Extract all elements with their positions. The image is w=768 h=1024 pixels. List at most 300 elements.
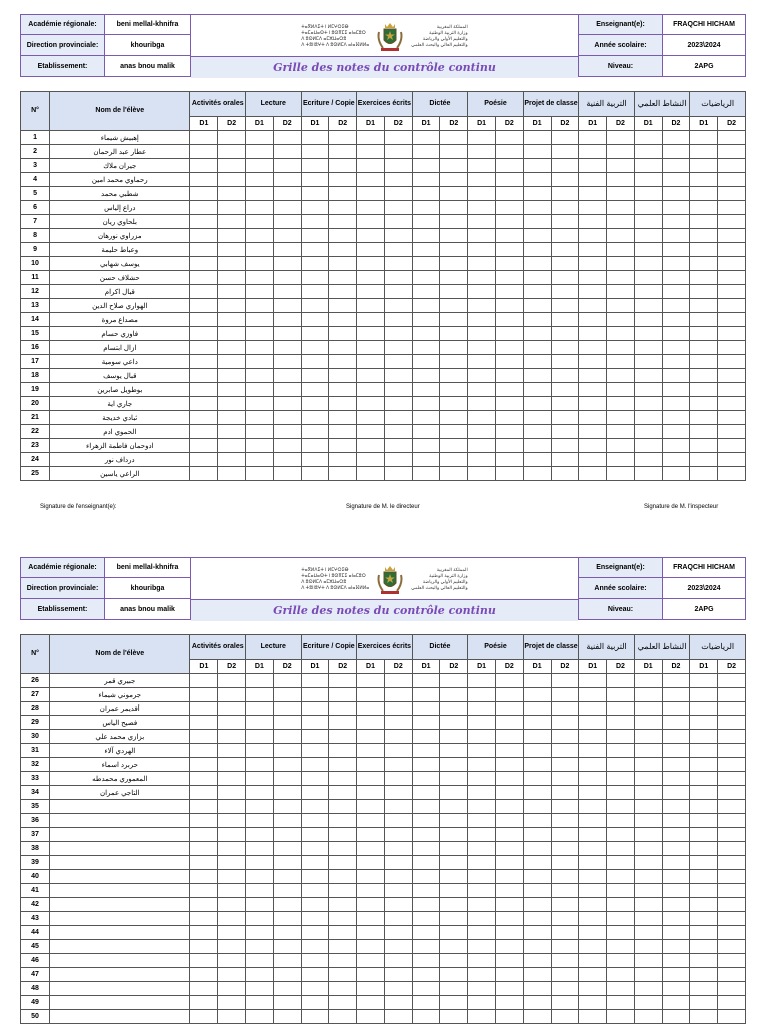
grade-cell[interactable] — [690, 285, 718, 299]
grade-cell[interactable] — [718, 968, 746, 982]
grade-cell[interactable] — [662, 369, 690, 383]
grade-cell[interactable] — [273, 453, 301, 467]
grade-cell[interactable] — [357, 772, 385, 786]
grade-cell[interactable] — [634, 313, 662, 327]
grade-cell[interactable] — [662, 299, 690, 313]
grade-cell[interactable] — [718, 828, 746, 842]
grade-cell[interactable] — [218, 397, 246, 411]
grade-cell[interactable] — [246, 716, 274, 730]
grade-cell[interactable] — [440, 884, 468, 898]
grade-cell[interactable] — [551, 453, 579, 467]
grade-cell[interactable] — [690, 702, 718, 716]
grade-cell[interactable] — [495, 870, 523, 884]
grade-cell[interactable] — [607, 369, 635, 383]
grade-cell[interactable] — [357, 439, 385, 453]
grade-cell[interactable] — [329, 383, 357, 397]
grade-cell[interactable] — [662, 884, 690, 898]
grade-cell[interactable] — [384, 674, 412, 688]
grade-cell[interactable] — [690, 1010, 718, 1024]
grade-cell[interactable] — [218, 954, 246, 968]
grade-cell[interactable] — [246, 187, 274, 201]
grade-cell[interactable] — [523, 814, 551, 828]
grade-cell[interactable] — [440, 702, 468, 716]
grade-cell[interactable] — [412, 145, 440, 159]
grade-cell[interactable] — [579, 744, 607, 758]
grade-cell[interactable] — [440, 285, 468, 299]
grade-cell[interactable] — [495, 926, 523, 940]
grade-cell[interactable] — [579, 1010, 607, 1024]
grade-cell[interactable] — [412, 926, 440, 940]
grade-cell[interactable] — [634, 688, 662, 702]
grade-cell[interactable] — [551, 355, 579, 369]
grade-cell[interactable] — [357, 884, 385, 898]
grade-cell[interactable] — [273, 439, 301, 453]
grade-cell[interactable] — [301, 828, 329, 842]
grade-cell[interactable] — [357, 688, 385, 702]
grade-cell[interactable] — [412, 215, 440, 229]
grade-cell[interactable] — [273, 411, 301, 425]
grade-cell[interactable] — [523, 954, 551, 968]
grade-cell[interactable] — [301, 996, 329, 1010]
grade-cell[interactable] — [329, 842, 357, 856]
grade-cell[interactable] — [357, 201, 385, 215]
grade-cell[interactable] — [551, 215, 579, 229]
grade-cell[interactable] — [384, 912, 412, 926]
grade-cell[interactable] — [301, 870, 329, 884]
grade-cell[interactable] — [468, 744, 496, 758]
grade-cell[interactable] — [634, 369, 662, 383]
grade-cell[interactable] — [607, 842, 635, 856]
grade-cell[interactable] — [468, 814, 496, 828]
grade-cell[interactable] — [357, 814, 385, 828]
grade-cell[interactable] — [523, 397, 551, 411]
grade-cell[interactable] — [718, 688, 746, 702]
grade-cell[interactable] — [662, 229, 690, 243]
grade-cell[interactable] — [440, 968, 468, 982]
grade-cell[interactable] — [551, 842, 579, 856]
grade-cell[interactable] — [495, 131, 523, 145]
grade-cell[interactable] — [246, 772, 274, 786]
grade-cell[interactable] — [190, 439, 218, 453]
grade-cell[interactable] — [718, 341, 746, 355]
grade-cell[interactable] — [301, 814, 329, 828]
grade-cell[interactable] — [190, 688, 218, 702]
grade-cell[interactable] — [190, 299, 218, 313]
grade-cell[interactable] — [218, 355, 246, 369]
grade-cell[interactable] — [523, 688, 551, 702]
grade-cell[interactable] — [690, 243, 718, 257]
grade-cell[interactable] — [440, 159, 468, 173]
grade-cell[interactable] — [329, 341, 357, 355]
grade-cell[interactable] — [551, 201, 579, 215]
grade-cell[interactable] — [551, 898, 579, 912]
grade-cell[interactable] — [301, 145, 329, 159]
grade-cell[interactable] — [384, 299, 412, 313]
grade-cell[interactable] — [468, 285, 496, 299]
grade-cell[interactable] — [246, 243, 274, 257]
grade-cell[interactable] — [357, 912, 385, 926]
grade-cell[interactable] — [495, 243, 523, 257]
grade-cell[interactable] — [579, 982, 607, 996]
grade-cell[interactable] — [551, 299, 579, 313]
grade-cell[interactable] — [468, 383, 496, 397]
grade-cell[interactable] — [495, 271, 523, 285]
grade-cell[interactable] — [246, 173, 274, 187]
grade-cell[interactable] — [662, 327, 690, 341]
grade-cell[interactable] — [246, 411, 274, 425]
grade-cell[interactable] — [357, 842, 385, 856]
grade-cell[interactable] — [301, 1010, 329, 1024]
grade-cell[interactable] — [384, 131, 412, 145]
grade-cell[interactable] — [718, 201, 746, 215]
grade-cell[interactable] — [718, 674, 746, 688]
grade-cell[interactable] — [551, 313, 579, 327]
grade-cell[interactable] — [246, 996, 274, 1010]
grade-cell[interactable] — [384, 173, 412, 187]
grade-cell[interactable] — [246, 884, 274, 898]
grade-cell[interactable] — [523, 215, 551, 229]
grade-cell[interactable] — [690, 912, 718, 926]
grade-cell[interactable] — [190, 968, 218, 982]
grade-cell[interactable] — [218, 898, 246, 912]
grade-cell[interactable] — [273, 926, 301, 940]
grade-cell[interactable] — [690, 229, 718, 243]
grade-cell[interactable] — [412, 870, 440, 884]
grade-cell[interactable] — [301, 201, 329, 215]
grade-cell[interactable] — [607, 257, 635, 271]
grade-cell[interactable] — [357, 467, 385, 481]
grade-cell[interactable] — [384, 758, 412, 772]
grade-cell[interactable] — [523, 439, 551, 453]
grade-cell[interactable] — [523, 313, 551, 327]
grade-cell[interactable] — [607, 285, 635, 299]
grade-cell[interactable] — [440, 982, 468, 996]
grade-cell[interactable] — [246, 688, 274, 702]
grade-cell[interactable] — [579, 926, 607, 940]
grade-cell[interactable] — [690, 968, 718, 982]
grade-cell[interactable] — [634, 229, 662, 243]
grade-cell[interactable] — [440, 800, 468, 814]
grade-cell[interactable] — [495, 996, 523, 1010]
grade-cell[interactable] — [690, 730, 718, 744]
grade-cell[interactable] — [662, 313, 690, 327]
grade-cell[interactable] — [440, 1010, 468, 1024]
grade-cell[interactable] — [718, 870, 746, 884]
grade-cell[interactable] — [468, 411, 496, 425]
grade-cell[interactable] — [218, 884, 246, 898]
grade-cell[interactable] — [246, 968, 274, 982]
grade-cell[interactable] — [468, 912, 496, 926]
grade-cell[interactable] — [273, 772, 301, 786]
grade-cell[interactable] — [551, 285, 579, 299]
grade-cell[interactable] — [607, 187, 635, 201]
grade-cell[interactable] — [440, 786, 468, 800]
grade-cell[interactable] — [246, 397, 274, 411]
grade-cell[interactable] — [718, 842, 746, 856]
grade-cell[interactable] — [329, 968, 357, 982]
grade-cell[interactable] — [523, 229, 551, 243]
grade-cell[interactable] — [634, 912, 662, 926]
grade-cell[interactable] — [440, 327, 468, 341]
grade-cell[interactable] — [384, 341, 412, 355]
grade-cell[interactable] — [634, 744, 662, 758]
grade-cell[interactable] — [579, 243, 607, 257]
grade-cell[interactable] — [190, 173, 218, 187]
grade-cell[interactable] — [551, 411, 579, 425]
grade-cell[interactable] — [218, 800, 246, 814]
grade-cell[interactable] — [690, 884, 718, 898]
grade-cell[interactable] — [329, 940, 357, 954]
grade-cell[interactable] — [662, 187, 690, 201]
grade-cell[interactable] — [384, 285, 412, 299]
grade-cell[interactable] — [273, 383, 301, 397]
grade-cell[interactable] — [551, 257, 579, 271]
grade-cell[interactable] — [301, 842, 329, 856]
grade-cell[interactable] — [690, 257, 718, 271]
grade-cell[interactable] — [607, 271, 635, 285]
grade-cell[interactable] — [357, 257, 385, 271]
grade-cell[interactable] — [523, 842, 551, 856]
grade-cell[interactable] — [218, 173, 246, 187]
grade-cell[interactable] — [634, 926, 662, 940]
grade-cell[interactable] — [468, 674, 496, 688]
grade-cell[interactable] — [662, 940, 690, 954]
grade-cell[interactable] — [468, 940, 496, 954]
grade-cell[interactable] — [357, 716, 385, 730]
grade-cell[interactable] — [440, 313, 468, 327]
grade-cell[interactable] — [246, 842, 274, 856]
grade-cell[interactable] — [329, 173, 357, 187]
grade-cell[interactable] — [412, 940, 440, 954]
grade-cell[interactable] — [495, 397, 523, 411]
grade-cell[interactable] — [329, 215, 357, 229]
grade-cell[interactable] — [579, 674, 607, 688]
grade-cell[interactable] — [190, 898, 218, 912]
grade-cell[interactable] — [718, 369, 746, 383]
grade-cell[interactable] — [468, 856, 496, 870]
grade-cell[interactable] — [301, 954, 329, 968]
grade-cell[interactable] — [523, 285, 551, 299]
grade-cell[interactable] — [412, 996, 440, 1010]
grade-cell[interactable] — [357, 702, 385, 716]
grade-cell[interactable] — [579, 758, 607, 772]
grade-cell[interactable] — [551, 954, 579, 968]
grade-cell[interactable] — [273, 912, 301, 926]
grade-cell[interactable] — [190, 271, 218, 285]
grade-cell[interactable] — [301, 299, 329, 313]
grade-cell[interactable] — [634, 870, 662, 884]
grade-cell[interactable] — [690, 145, 718, 159]
grade-cell[interactable] — [690, 996, 718, 1010]
grade-cell[interactable] — [607, 982, 635, 996]
grade-cell[interactable] — [384, 397, 412, 411]
grade-cell[interactable] — [440, 173, 468, 187]
grade-cell[interactable] — [718, 800, 746, 814]
grade-cell[interactable] — [690, 411, 718, 425]
grade-cell[interactable] — [384, 313, 412, 327]
grade-cell[interactable] — [523, 856, 551, 870]
grade-cell[interactable] — [690, 926, 718, 940]
grade-cell[interactable] — [357, 355, 385, 369]
grade-cell[interactable] — [634, 716, 662, 730]
grade-cell[interactable] — [607, 940, 635, 954]
grade-cell[interactable] — [468, 243, 496, 257]
grade-cell[interactable] — [523, 898, 551, 912]
grade-cell[interactable] — [579, 369, 607, 383]
grade-cell[interactable] — [468, 702, 496, 716]
grade-cell[interactable] — [523, 145, 551, 159]
grade-cell[interactable] — [246, 327, 274, 341]
grade-cell[interactable] — [718, 439, 746, 453]
grade-cell[interactable] — [301, 716, 329, 730]
grade-cell[interactable] — [412, 467, 440, 481]
grade-cell[interactable] — [662, 243, 690, 257]
grade-cell[interactable] — [523, 786, 551, 800]
grade-cell[interactable] — [690, 271, 718, 285]
grade-cell[interactable] — [607, 912, 635, 926]
grade-cell[interactable] — [551, 439, 579, 453]
grade-cell[interactable] — [301, 383, 329, 397]
grade-cell[interactable] — [329, 313, 357, 327]
grade-cell[interactable] — [412, 313, 440, 327]
grade-cell[interactable] — [551, 674, 579, 688]
grade-cell[interactable] — [190, 341, 218, 355]
grade-cell[interactable] — [412, 842, 440, 856]
grade-cell[interactable] — [357, 131, 385, 145]
grade-cell[interactable] — [440, 467, 468, 481]
grade-cell[interactable] — [607, 341, 635, 355]
grade-cell[interactable] — [357, 327, 385, 341]
grade-cell[interactable] — [329, 187, 357, 201]
grade-cell[interactable] — [579, 898, 607, 912]
grade-cell[interactable] — [384, 439, 412, 453]
grade-cell[interactable] — [440, 730, 468, 744]
grade-cell[interactable] — [579, 968, 607, 982]
grade-cell[interactable] — [440, 716, 468, 730]
grade-cell[interactable] — [495, 439, 523, 453]
grade-cell[interactable] — [690, 842, 718, 856]
grade-cell[interactable] — [551, 131, 579, 145]
grade-cell[interactable] — [412, 800, 440, 814]
grade-cell[interactable] — [579, 716, 607, 730]
grade-cell[interactable] — [551, 870, 579, 884]
grade-cell[interactable] — [218, 327, 246, 341]
grade-cell[interactable] — [662, 159, 690, 173]
grade-cell[interactable] — [412, 229, 440, 243]
grade-cell[interactable] — [384, 898, 412, 912]
grade-cell[interactable] — [301, 702, 329, 716]
grade-cell[interactable] — [662, 341, 690, 355]
grade-cell[interactable] — [523, 702, 551, 716]
grade-cell[interactable] — [718, 285, 746, 299]
grade-cell[interactable] — [301, 341, 329, 355]
grade-cell[interactable] — [718, 730, 746, 744]
grade-cell[interactable] — [718, 411, 746, 425]
grade-cell[interactable] — [440, 411, 468, 425]
grade-cell[interactable] — [412, 271, 440, 285]
grade-cell[interactable] — [551, 369, 579, 383]
grade-cell[interactable] — [329, 828, 357, 842]
grade-cell[interactable] — [329, 201, 357, 215]
grade-cell[interactable] — [412, 341, 440, 355]
grade-cell[interactable] — [440, 215, 468, 229]
grade-cell[interactable] — [246, 730, 274, 744]
grade-cell[interactable] — [384, 229, 412, 243]
grade-cell[interactable] — [468, 828, 496, 842]
grade-cell[interactable] — [412, 439, 440, 453]
grade-cell[interactable] — [634, 898, 662, 912]
grade-cell[interactable] — [468, 439, 496, 453]
grade-cell[interactable] — [190, 870, 218, 884]
grade-cell[interactable] — [495, 467, 523, 481]
grade-cell[interactable] — [329, 758, 357, 772]
grade-cell[interactable] — [190, 411, 218, 425]
grade-cell[interactable] — [634, 884, 662, 898]
grade-cell[interactable] — [329, 425, 357, 439]
grade-cell[interactable] — [468, 870, 496, 884]
grade-cell[interactable] — [690, 940, 718, 954]
grade-cell[interactable] — [273, 397, 301, 411]
grade-cell[interactable] — [357, 828, 385, 842]
grade-cell[interactable] — [301, 131, 329, 145]
grade-cell[interactable] — [190, 884, 218, 898]
grade-cell[interactable] — [523, 159, 551, 173]
grade-cell[interactable] — [357, 285, 385, 299]
grade-cell[interactable] — [634, 397, 662, 411]
grade-cell[interactable] — [412, 453, 440, 467]
grade-cell[interactable] — [329, 285, 357, 299]
grade-cell[interactable] — [495, 702, 523, 716]
grade-cell[interactable] — [718, 982, 746, 996]
grade-cell[interactable] — [495, 327, 523, 341]
grade-cell[interactable] — [634, 702, 662, 716]
grade-cell[interactable] — [607, 772, 635, 786]
grade-cell[interactable] — [551, 996, 579, 1010]
grade-cell[interactable] — [273, 173, 301, 187]
grade-cell[interactable] — [579, 201, 607, 215]
grade-cell[interactable] — [607, 702, 635, 716]
grade-cell[interactable] — [662, 173, 690, 187]
grade-cell[interactable] — [273, 884, 301, 898]
grade-cell[interactable] — [246, 453, 274, 467]
grade-cell[interactable] — [273, 355, 301, 369]
grade-cell[interactable] — [468, 996, 496, 1010]
grade-cell[interactable] — [551, 730, 579, 744]
grade-cell[interactable] — [440, 772, 468, 786]
grade-cell[interactable] — [357, 1010, 385, 1024]
grade-cell[interactable] — [523, 327, 551, 341]
grade-cell[interactable] — [357, 173, 385, 187]
grade-cell[interactable] — [690, 786, 718, 800]
grade-cell[interactable] — [273, 187, 301, 201]
grade-cell[interactable] — [634, 439, 662, 453]
grade-cell[interactable] — [440, 912, 468, 926]
grade-cell[interactable] — [468, 425, 496, 439]
grade-cell[interactable] — [190, 702, 218, 716]
grade-cell[interactable] — [218, 968, 246, 982]
grade-cell[interactable] — [384, 688, 412, 702]
grade-cell[interactable] — [273, 369, 301, 383]
grade-cell[interactable] — [384, 383, 412, 397]
grade-cell[interactable] — [218, 453, 246, 467]
grade-cell[interactable] — [329, 397, 357, 411]
grade-cell[interactable] — [468, 271, 496, 285]
grade-cell[interactable] — [301, 744, 329, 758]
grade-cell[interactable] — [718, 884, 746, 898]
grade-cell[interactable] — [523, 187, 551, 201]
grade-cell[interactable] — [218, 145, 246, 159]
grade-cell[interactable] — [357, 299, 385, 313]
